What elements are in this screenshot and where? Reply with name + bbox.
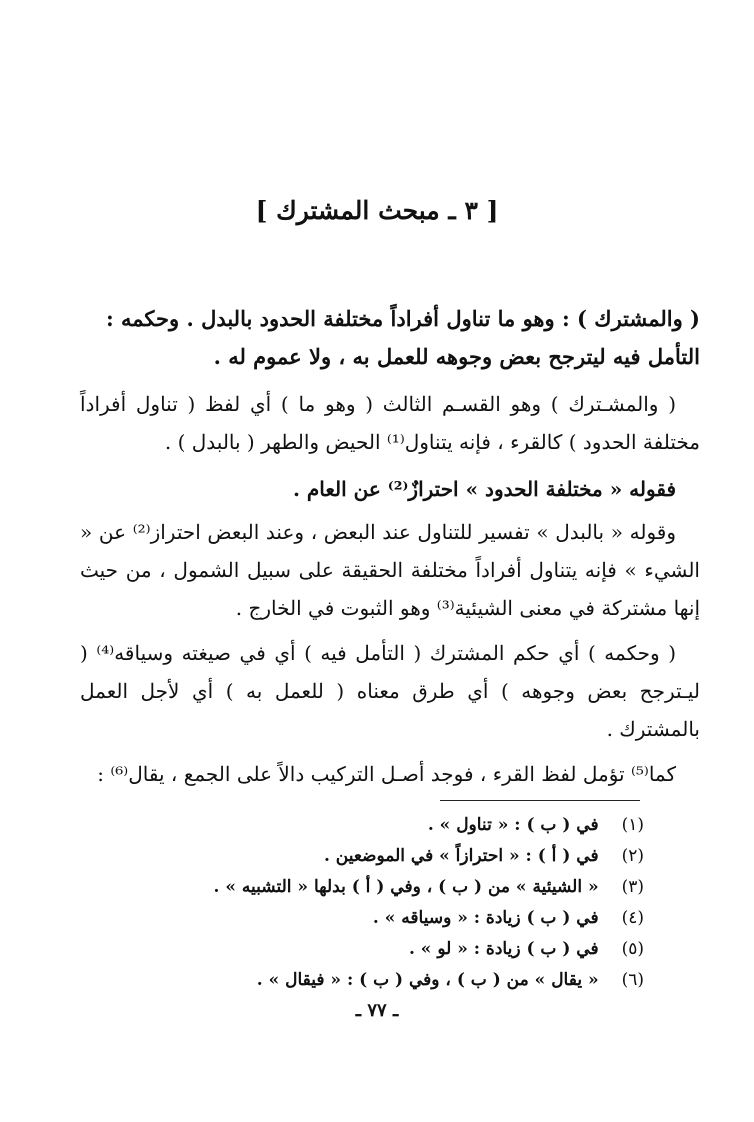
section-title: [ ٣ ـ مبحث المشترك ] bbox=[255, 196, 499, 225]
commentary-paragraph bbox=[80, 385, 700, 461]
commentary-paragraph bbox=[80, 470, 700, 508]
commentary-text: ( وحكمه ) أي حكم المشترك ( التأمل فيه ) أي في صيغته وسياقه⁽⁴⁾ ( ليـترجح بعض وجوهه ) أي طرق معناه ( للعمل به ) أي لأجل العمل بالمشترك . bbox=[80, 641, 700, 741]
commentary-text: فقوله « مختلفة الحدود » احترازٌ⁽²⁾ عن العام . bbox=[292, 477, 676, 501]
footnotes-list bbox=[80, 810, 644, 996]
footnote-item bbox=[80, 841, 644, 872]
commentary-paragraph bbox=[80, 513, 700, 627]
ruling-line: التأمل فيه ليترجح بعض وجوهه للعمل به ، ولا عموم له . bbox=[213, 344, 700, 369]
definition-line: ( والمشترك ) : وهو ما تناول أفراداً مختلفة الحدود بالبدل . وحكمه : bbox=[105, 306, 700, 331]
footnote-number: (١) bbox=[621, 815, 644, 835]
footnote-number: (٥) bbox=[621, 939, 644, 959]
commentary-text: ( والمشـترك ) وهو القسـم الثالث ( وهو ما ) أي لفظ ( تناول أفراداً مختلفة الحدود ) كالقرء ، فإنه يتناول⁽¹⁾ الحيض والطهر ( بالبدل ) . bbox=[80, 392, 700, 454]
footnote-text: في ( ب ) زيادة : « وسياقه » . bbox=[372, 908, 599, 928]
footnote-item bbox=[80, 872, 644, 903]
commentary-paragraph bbox=[80, 755, 700, 793]
footnote-text: في ( ب ) زيادة : « لو » . bbox=[408, 939, 599, 959]
page-number: ـ ٧٧ ـ bbox=[355, 1000, 399, 1021]
footnote-text: « الشيئية » من ( ب ) ، وفي ( أ ) بدلها « التشبيه » . bbox=[213, 877, 599, 897]
footnote-number: (٤) bbox=[621, 908, 644, 928]
footnote-item bbox=[80, 810, 644, 841]
footnote-number: (٢) bbox=[621, 846, 644, 866]
commentary-text: كما⁽⁵⁾ تؤمل لفظ القرء ، فوجد أصـل التركيب دالاً على الجمع ، يقال⁽⁶⁾ : bbox=[97, 762, 676, 786]
footnote-number: (٣) bbox=[621, 877, 644, 897]
footnote-divider bbox=[440, 800, 640, 801]
footnote-item bbox=[80, 965, 644, 996]
footnote-text: في ( أ ) : « احترازاً » في الموضعين . bbox=[323, 846, 599, 866]
commentary-text: وقوله « بالبدل » تفسير للتناول عند البعض ، وعند البعض احتراز⁽²⁾ عن « الشيء » فإنه يتناول أفراداً مختلفة الحقيقة على سبيل الشمول ، من حيث إنها مشتركة في معنى الشيئية⁽³⁾ وهو الثبوت في الخارج . bbox=[80, 520, 700, 620]
footnote-number: (٦) bbox=[621, 970, 644, 990]
commentary-paragraph bbox=[80, 634, 700, 748]
footnote-text: « يقال » من ( ب ) ، وفي ( ب ) : « فيقال » . bbox=[256, 970, 599, 990]
footnote-text: في ( ب ) : « تناول » . bbox=[427, 815, 599, 835]
definition-paragraph bbox=[80, 300, 700, 376]
footnote-item bbox=[80, 934, 644, 965]
footnote-item bbox=[80, 903, 644, 934]
